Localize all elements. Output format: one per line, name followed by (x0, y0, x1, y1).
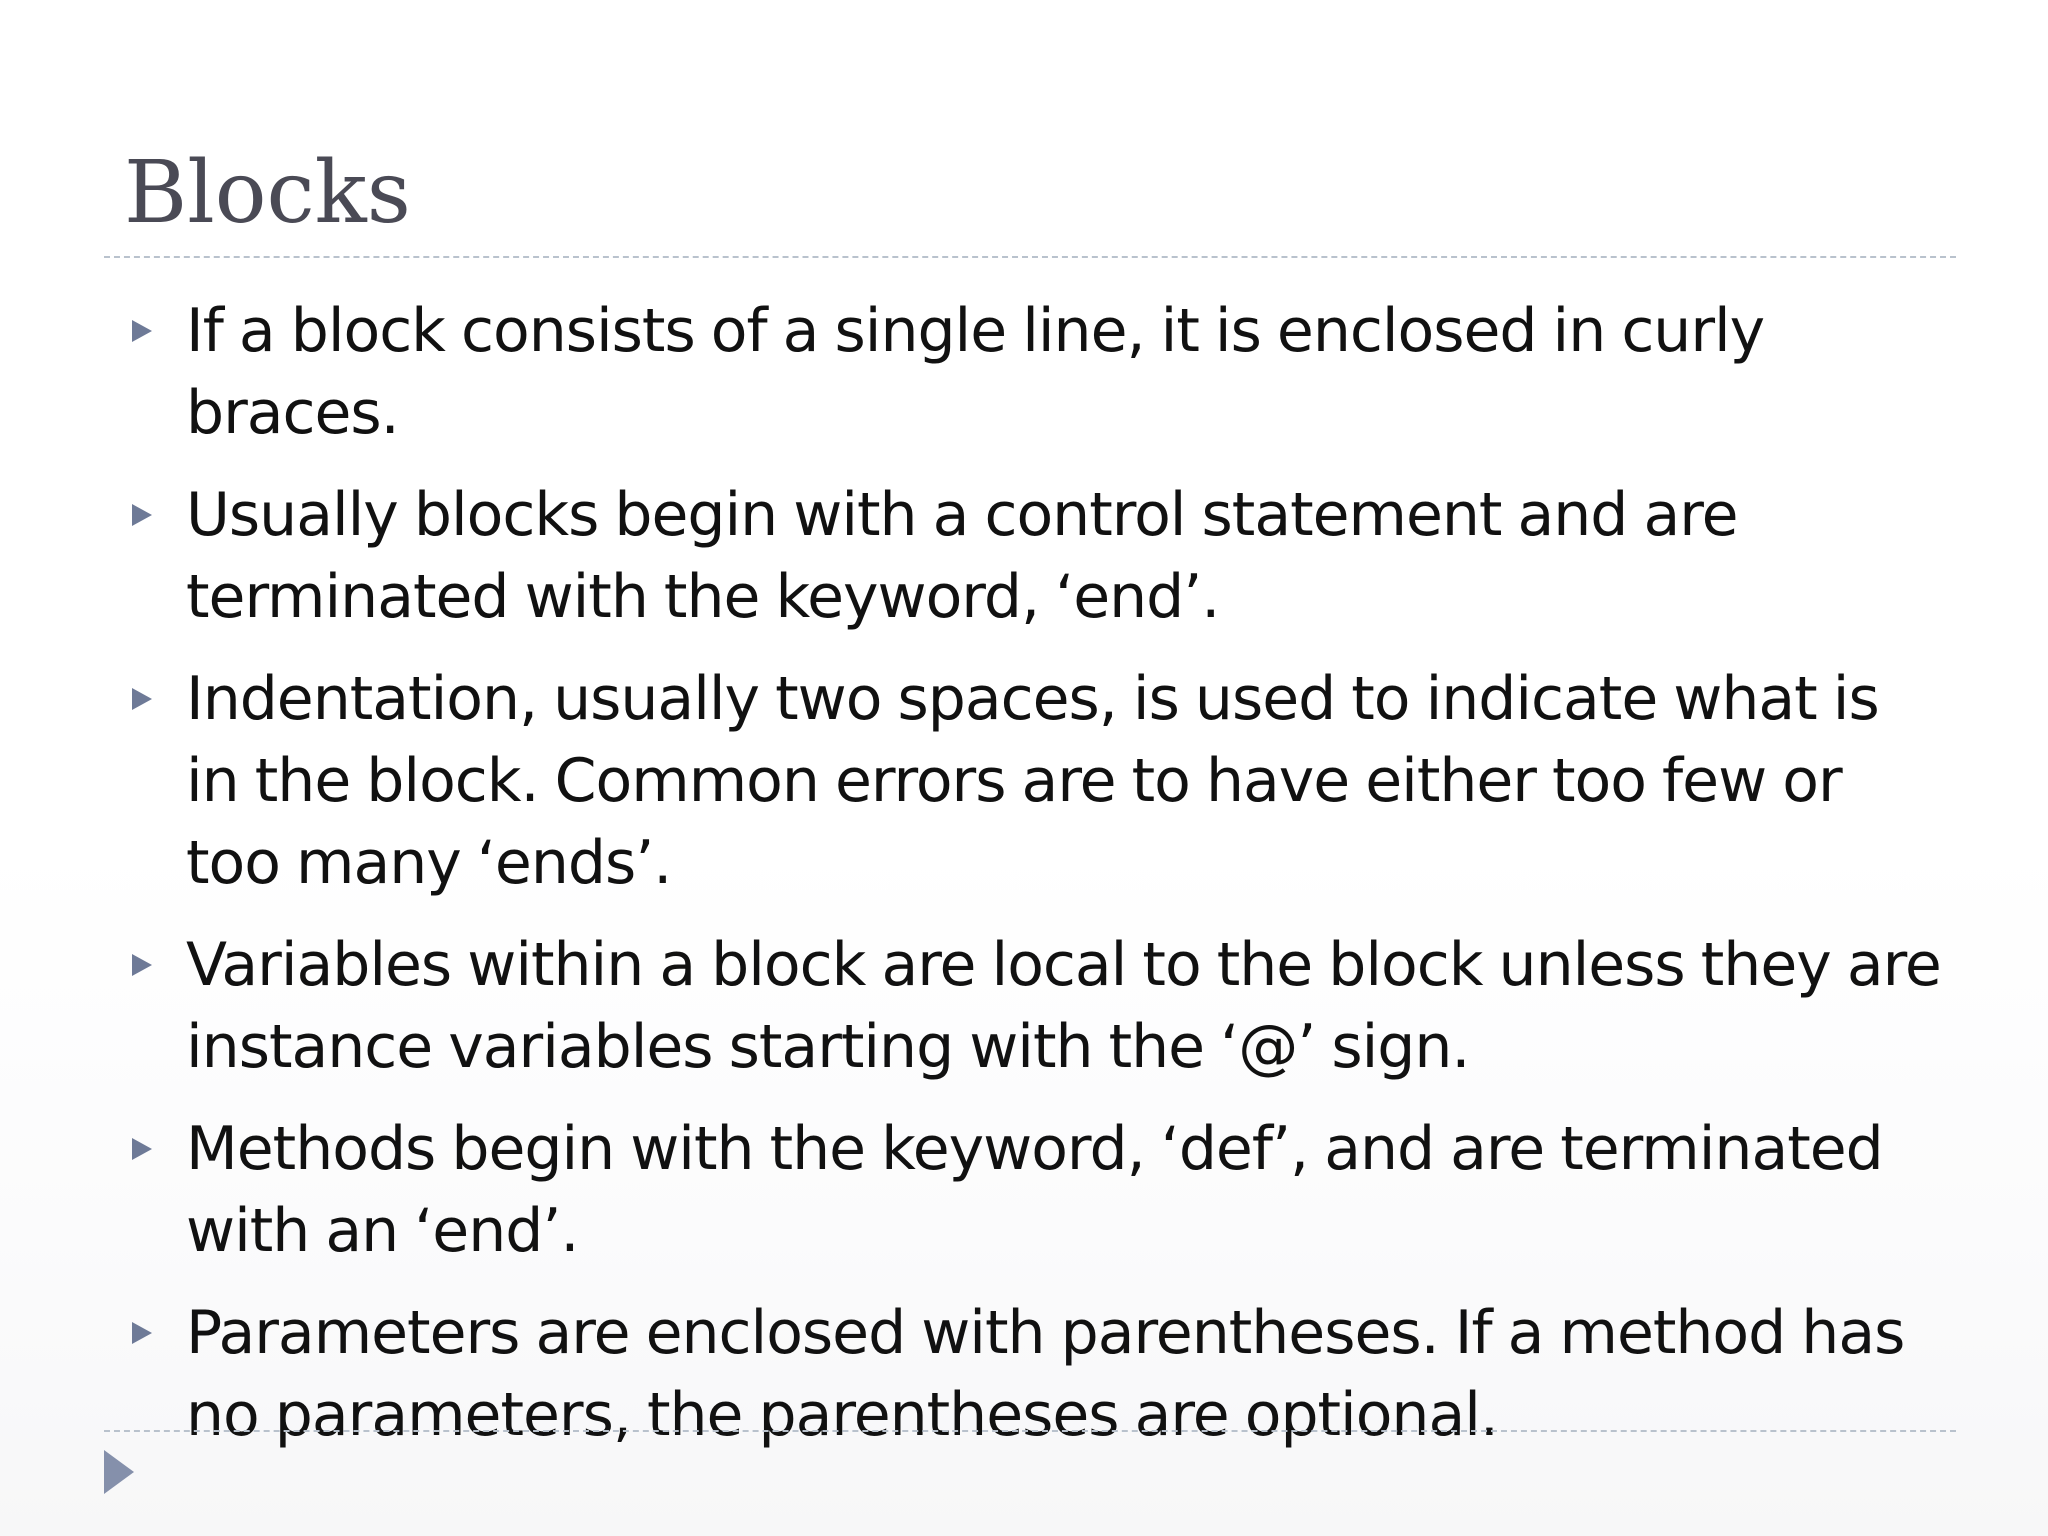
footer-divider (104, 1430, 1956, 1432)
triangle-right-icon (132, 1322, 152, 1344)
triangle-right-icon (104, 1450, 134, 1494)
bullet-text: Parameters are enclosed with parentheses. If a method has no parameters, the parentheses are optional. (186, 1298, 1905, 1450)
title-divider (104, 256, 1956, 258)
bullet-text: Indentation, usually two spaces, is used to indicate what is in the block. Common errors are to have either too few or too many ‘ends’. (186, 664, 1879, 898)
bullet-text: Variables within a block are local to the block unless they are instance variables starting with the ‘@’ sign. (186, 930, 1941, 1082)
bullet-item (124, 290, 1944, 454)
bullet-item (124, 474, 1944, 638)
bullet-text: Usually blocks begin with a control statement and are terminated with the keyword, ‘end’. (186, 480, 1738, 632)
bullet-item (124, 1108, 1944, 1272)
bullet-item (124, 924, 1944, 1088)
bullet-list (124, 290, 1944, 1476)
triangle-right-icon (132, 320, 152, 342)
bullet-item (124, 658, 1944, 904)
triangle-right-icon (132, 954, 152, 976)
triangle-right-icon (132, 504, 152, 526)
triangle-right-icon (132, 1138, 152, 1160)
bullet-text: Methods begin with the keyword, ‘def’, and are terminated with an ‘end’. (186, 1114, 1883, 1266)
bullet-text: If a block consists of a single line, it is enclosed in curly braces. (186, 296, 1765, 448)
slide-title: Blocks (124, 143, 411, 243)
triangle-right-icon (132, 688, 152, 710)
